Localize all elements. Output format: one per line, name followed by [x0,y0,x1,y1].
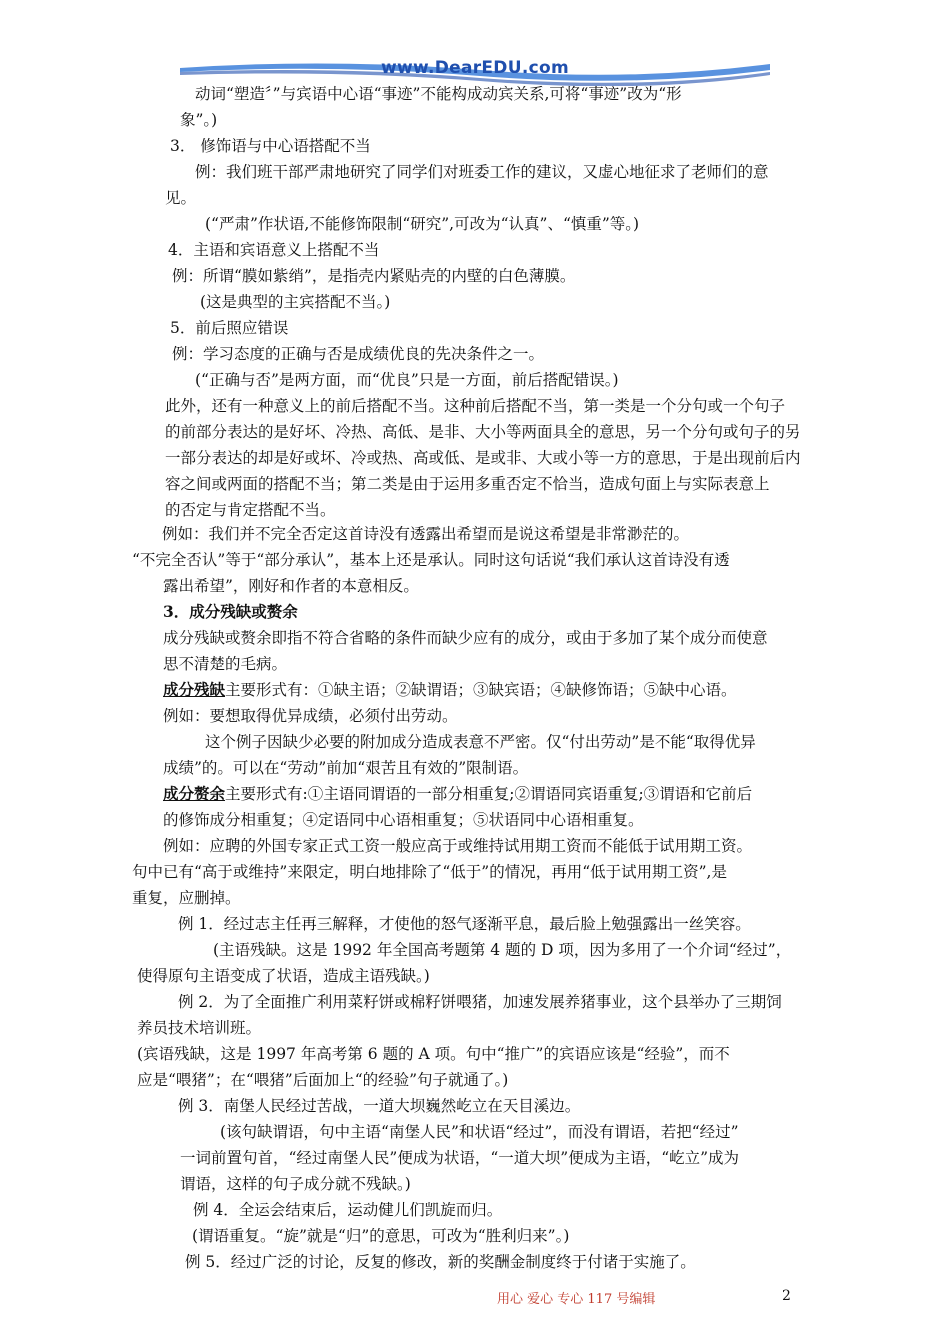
term-missing: 成分残缺 [163,680,226,699]
text-line: (宾语残缺，这是 1997 年高考第 6 题的 A 项。句中“推广”的宾语应该是“经验”，而不 [137,1045,730,1063]
text-line: 例 1．经过志主任再三解释，才使他的怒气逐渐平息，最后脸上勉强露出一丝笑容。 [178,915,751,933]
section-heading: 3．成分残缺或赘余 [163,602,298,621]
text-line: 应是“喂猪”；在“喂猪”后面加上“的经验”句子就通了。) [137,1071,509,1089]
footer-credit: 用心 爱心 专心 117 号编辑 [497,1292,656,1307]
text-line: 例 2．为了全面推广利用菜籽饼或棉籽饼喂猪，加速发展养猪事业，这个县举办了三期饲 [178,993,782,1011]
text-line: 使得原句主语变成了状语，造成主语残缺。) [137,967,430,985]
text-span: 主要形式有：①缺主语；②缺谓语；③缺宾语；④缺修饰语；⑤缺中心语。 [225,681,737,699]
text-line: 此外，还有一种意义上的前后搭配不当。这种前后搭配不当，第一类是一个分句或一个句子 [165,397,786,415]
page-number: 2 [782,1288,791,1304]
site-header-banner [180,56,770,86]
text-line: 例如：应聘的外国专家正式工资一般应高于或维持试用期工资而不能低于试用期工资。 [163,837,753,855]
text-line: (这是典型的主宾搭配不当。) [200,293,391,311]
text-line: 露出希望”，刚好和作者的本意相反。 [163,577,419,595]
text-line: 养员技术培训班。 [137,1019,262,1037]
text-line: 思不清楚的毛病。 [163,655,288,673]
text-line: 例：学习态度的正确与否是成绩优良的先决条件之一。 [172,345,545,363]
text-line: 谓语，这样的句子成分就不残缺。) [180,1175,411,1193]
text-line: 例如：我们并不完全否定这首诗没有透露出希望而是说这希望是非常渺茫的。 [162,525,690,543]
text-line: 见。 [165,189,197,207]
section-heading: 4．主语和宾语意义上搭配不当 [168,241,380,259]
text-line: 的修饰成分相重复；④定语同中心语相重复；⑤状语同中心语相重复。 [163,811,644,829]
text-line: 成分残缺或赘余即指不符合省略的条件而缺少应有的成分，或由于多加了某个成分而使意 [163,629,768,647]
site-url: www.DearEDU.com [381,58,569,78]
text-line: 动词“塑造〞”与宾语中心语“事迹”不能构成动宾关系,可将“事迹”改为“形 [195,85,682,103]
text-line: 例：所谓“膜如紫绡”，是指壳内紧贴壳的内壁的白色薄膜。 [172,267,576,285]
term-redundant: 成分赘余 [163,784,226,803]
text-line: 的前部分表达的是好坏、冷热、高低、是非、大小等两面具全的意思，另一个分句或句子的另 [165,423,801,441]
text-line: 成绩”的。可以在“劳动”前加“艰苦且有效的”限制语。 [163,759,529,777]
text-line: 例 5．经过广泛的讨论，反复的修改，新的奖酬金制度终于付诸于实施了。 [185,1253,696,1271]
text-line: 句中已有“高于或维持”来限定，明白地排除了“低于”的情况，再用“低于试用期工资”,是 [132,863,727,881]
text-span: 主要形式有:①主语同谓语的一部分相重复;②谓语同宾语重复;③谓语和它前后 [225,785,753,803]
text-line [163,784,752,804]
text-line: (谓语重复。“旋”就是“归”的意思，可改为“胜利归来”。) [192,1227,570,1245]
text-line: (主语残缺。这是 1992 年全国高考题第 4 题的 D 项，因为多用了一个介词“经过”， [213,941,792,959]
text-line: (“严肃”作状语,不能修饰限制“研究”,可改为“认真”、“慎重”等。) [205,215,640,233]
text-line: 例 4．全运会结束后，运动健儿们凯旋而归。 [193,1201,503,1219]
section-heading: 3． 修饰语与中心语搭配不当 [170,137,371,155]
text-line: 例：我们班干部严肃地研究了同学们对班委工作的建议，又虚心地征求了老师们的意 [195,163,769,181]
text-line: 例 3．南堡人民经过苦战，一道大坝巍然屹立在天目溪边。 [178,1097,581,1115]
text-line [163,680,737,700]
text-line: 例如：要想取得优异成绩，必须付出劳动。 [163,707,458,725]
text-line: (“正确与否”是两方面，而“优良”只是一方面，前后搭配错误。) [195,371,619,389]
text-line: 象”。) [180,111,218,129]
text-line: (该句缺谓语，句中主语“南堡人民”和状语“经过”，而没有谓语，若把“经过” [220,1123,739,1141]
text-line: “不完全否认”等于“部分承认”，基本上还是承认。同时这句话说“我们承认这首诗没有透 [132,551,730,569]
text-line: 重复，应删掉。 [132,889,241,907]
text-line: 一部分表达的却是好或坏、冷或热、高或低、是或非、大或小等一方的意思，于是出现前后内 [165,449,801,467]
text-line: 这个例子因缺少必要的附加成分造成表意不严密。仅“付出劳动”是不能“取得优异 [205,733,756,751]
text-line: 容之间或两面的搭配不当；第二类是由于运用多重否定不恰当，造成句面上与实际表意上 [165,475,770,493]
text-line: 的否定与肯定搭配不当。 [165,501,336,519]
text-line: 一词前置句首，“经过南堡人民”便成为状语，“一道大坝”便成为主语，“屹立”成为 [180,1149,740,1167]
section-heading: 5．前后照应错误 [170,319,289,337]
